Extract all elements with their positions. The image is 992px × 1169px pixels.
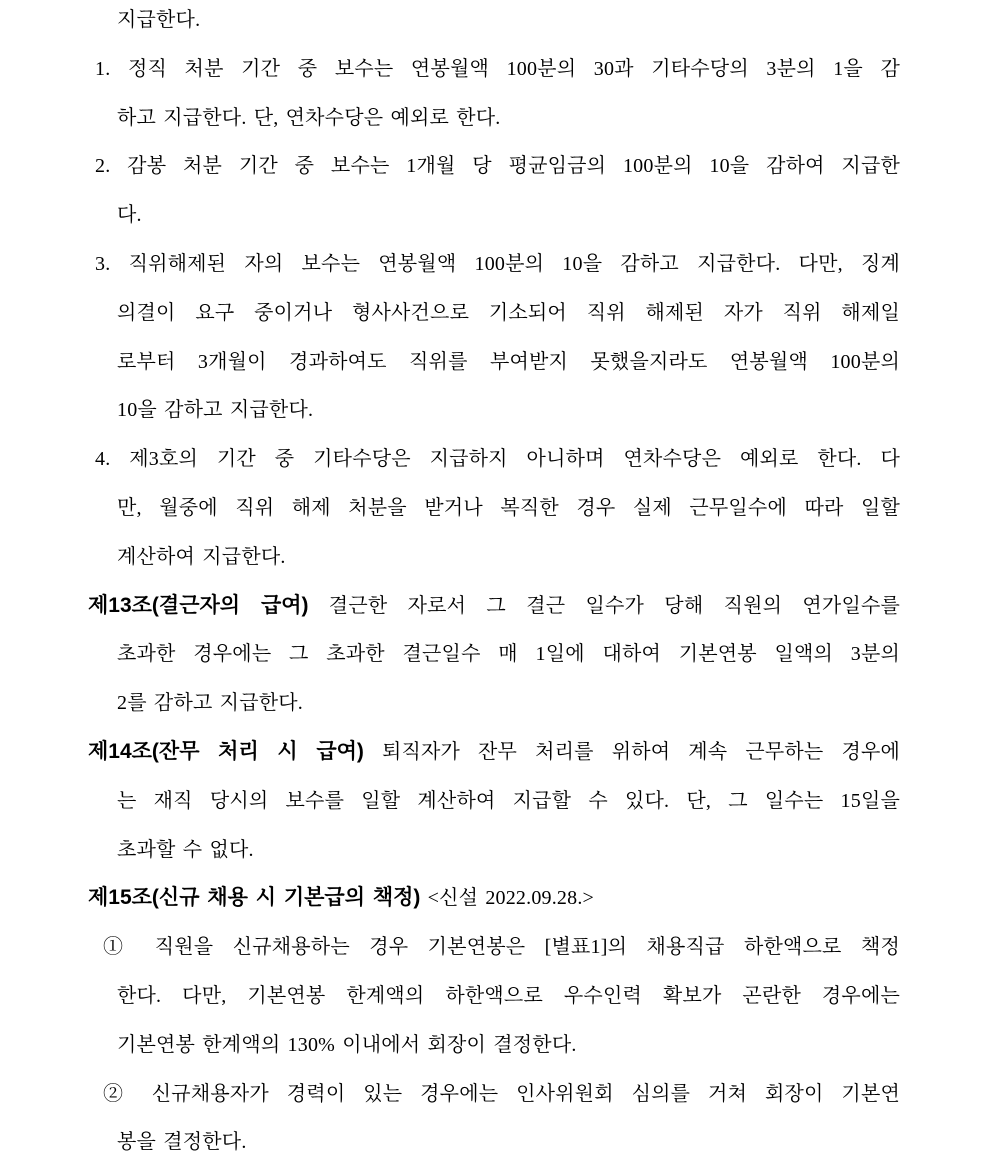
article-15 bbox=[88, 874, 900, 923]
paragraph-line bbox=[117, 289, 900, 338]
body-text: 2를 감하고 지급한다. bbox=[117, 692, 303, 715]
body-text: 결근한 자로서 그 결근 일수가 당해 직원의 연가일수를 bbox=[328, 594, 901, 617]
body-text: 기본연봉 한계액의 130% 이내에서 회장이 결정한다. bbox=[117, 1033, 577, 1056]
amendment-note: <신설 2022.09.28.> bbox=[427, 887, 595, 910]
body-text: 10을 감하고 지급한다. bbox=[117, 399, 314, 422]
body-text: 하고 지급한다. 단, 연차수당은 예외로 한다. bbox=[117, 106, 501, 129]
body-text: ② 신규채용자가 경력이 있는 경우에는 인사위원회 심의를 거쳐 회장이 기본연 bbox=[103, 1082, 900, 1105]
paragraph-line bbox=[117, 484, 900, 533]
paragraph-line bbox=[117, 533, 900, 582]
paragraph-line bbox=[117, 191, 900, 240]
paragraph-line bbox=[117, 94, 900, 143]
numbered-item-1 bbox=[95, 45, 900, 94]
body-text: 퇴직자가 잔무 처리를 위하여 계속 근무하는 경우에 bbox=[381, 740, 901, 763]
body-text: 계산하여 지급한다. bbox=[117, 545, 286, 568]
body-text: 지급한다. bbox=[117, 9, 201, 31]
body-text: 초과할 수 없다. bbox=[117, 838, 254, 861]
body-text: 2. 감봉 처분 기간 중 보수는 1개월 당 평균임금의 100분의 10을 감하여 지급한 bbox=[95, 155, 900, 178]
paragraph-line bbox=[117, 679, 900, 728]
body-text: 4. 제3호의 기간 중 기타수당은 지급하지 아니하며 연차수당은 예외로 한다. 다 bbox=[95, 448, 900, 471]
paragraph-line bbox=[117, 386, 900, 435]
clause-2-line bbox=[103, 1070, 900, 1119]
article-15-heading: 제15조(신규 채용 시 기본급의 책정) bbox=[88, 886, 421, 910]
body-text: ① 직원을 신규채용하는 경우 기본연봉은 [별표1]의 채용직급 하한액으로 책정 bbox=[103, 936, 900, 959]
body-text: 는 재직 당시의 보수를 일할 계산하여 지급할 수 있다. 단, 그 일수는 15일을 bbox=[117, 789, 900, 812]
clause-1-line bbox=[103, 923, 900, 972]
body-text: 만, 월중에 직위 해제 처분을 받거나 복직한 경우 실제 근무일수에 따라 일할 bbox=[117, 496, 900, 519]
paragraph-line bbox=[117, 0, 900, 45]
paragraph-line bbox=[117, 826, 900, 875]
article-13-heading: 제13조(결근자의 급여) bbox=[88, 593, 309, 617]
numbered-item-3 bbox=[95, 240, 900, 289]
paragraph-line bbox=[117, 777, 900, 826]
body-text: 다. bbox=[117, 204, 142, 227]
paragraph-line bbox=[117, 630, 900, 679]
numbered-item-4 bbox=[95, 435, 900, 484]
paragraph-line bbox=[117, 1118, 900, 1167]
body-text: 초과한 경우에는 그 초과한 결근일수 매 1일에 대하여 기본연봉 일액의 3분의 bbox=[117, 643, 900, 666]
numbered-item-2 bbox=[95, 142, 900, 191]
body-text: 의결이 요구 중이거나 형사사건으로 기소되어 직위 해제된 자가 직위 해제일 bbox=[117, 301, 900, 324]
body-text: 3. 직위해제된 자의 보수는 연봉월액 100분의 10을 감하고 지급한다. 다만, 징계 bbox=[95, 252, 900, 275]
paragraph-line bbox=[117, 1021, 900, 1070]
body-text: 한다. 다만, 기본연봉 한계액의 하한액으로 우수인력 확보가 곤란한 경우에는 bbox=[117, 984, 900, 1007]
paragraph-line bbox=[117, 338, 900, 387]
article-14 bbox=[88, 728, 900, 777]
article-14-heading: 제14조(잔무 처리 시 급여) bbox=[88, 739, 364, 763]
body-text: 로부터 3개월이 경과하여도 직위를 부여받지 못했을지라도 연봉월액 100분의 bbox=[117, 350, 900, 373]
body-text: 1. 정직 처분 기간 중 보수는 연봉월액 100분의 30과 기타수당의 3분의 1을 감 bbox=[95, 57, 900, 80]
article-13 bbox=[88, 582, 900, 631]
paragraph-line bbox=[117, 972, 900, 1021]
body-text: 봉을 결정한다. bbox=[117, 1131, 247, 1154]
